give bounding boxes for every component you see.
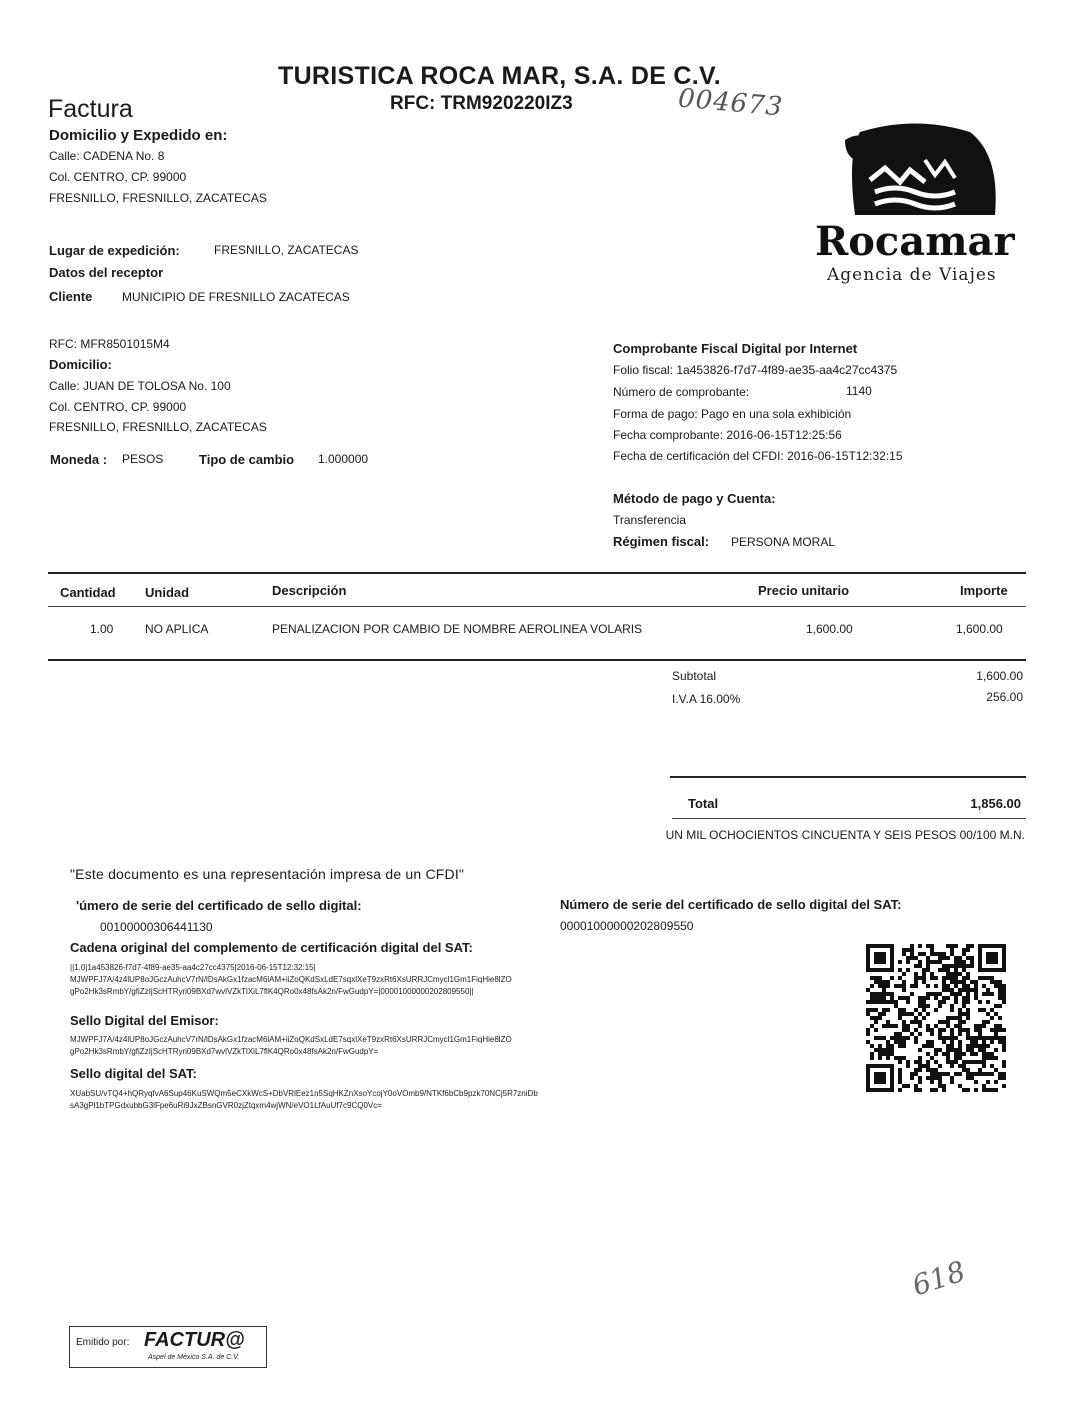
issuer-colonia: Col. CENTRO, CP. 99000 <box>49 170 187 184</box>
cfdi-notice: "Este documento es una representación impresa de un CFDI" <box>70 866 465 882</box>
stamp-sub: Aspel de México S.A. de C.V. <box>148 1354 240 1361</box>
subtotal-value: 1,600.00 <box>976 669 1023 683</box>
regimen-value: PERSONA MORAL <box>731 535 836 549</box>
receiver-street: Calle: JUAN DE TOLOSA No. 100 <box>49 379 231 393</box>
sello-emisor-line-2: gPo2Hk3sRmbY/gfiZzIjScHTRyri09BXd7wvlVZkTlXiL7flK4QRo0x48fsAk2n/FwGudpY= <box>70 1047 379 1056</box>
currency-label: Moneda : <box>50 452 108 467</box>
cfdi-heading: Comprobante Fiscal Digital por Internet <box>613 341 858 356</box>
subtotal-label: Subtotal <box>672 669 717 683</box>
col-unidad: Unidad <box>145 585 190 600</box>
cfdi-numero-label: Número de comprobante: <box>613 385 750 399</box>
company-name: TURISTICA ROCA MAR, S.A. DE C.V. <box>278 62 721 90</box>
receiver-colonia: Col. CENTRO, CP. 99000 <box>49 400 187 414</box>
total-rule <box>670 776 1026 778</box>
issuer-city: FRESNILLO, FRESNILLO, ZACATECAS <box>49 191 267 205</box>
issuer-heading: Domicilio y Expedido en: <box>49 127 228 144</box>
total-value: 1,856.00 <box>970 796 1021 811</box>
row-cantidad: 1.00 <box>90 622 114 636</box>
sello-sat-label: Sello digital del SAT: <box>70 1066 197 1081</box>
cert-value: 00100000306441130 <box>100 920 213 934</box>
total-label: Total <box>688 796 719 811</box>
exchange-rate-label: Tipo de cambio <box>199 452 295 467</box>
col-precio: Precio unitario <box>758 583 850 598</box>
cfdi-folio: Folio fiscal: 1a453826-f7d7-4f89-ae35-aa4c27cc4375 <box>613 363 898 377</box>
row-unidad: NO APLICA <box>145 622 209 636</box>
logo-name: Rocamar <box>815 218 1015 265</box>
regimen-label: Régimen fiscal: <box>613 534 710 549</box>
qr-code <box>866 944 1006 1092</box>
handwritten-folio: 004673 <box>676 83 785 123</box>
cfdi-forma-pago: Forma de pago: Pago en una sola exhibición <box>613 407 852 421</box>
currency-value: PESOS <box>122 452 164 466</box>
receiver-rfc: RFC: MFR8501015M4 <box>49 337 170 351</box>
col-importe: Importe <box>960 583 1008 598</box>
cfdi-fecha: Fecha comprobante: 2016-06-15T12:25:56 <box>613 428 842 442</box>
qr-code-icon <box>866 944 1006 1092</box>
issuer-street: Calle: CADENA No. 8 <box>49 149 165 163</box>
logo-tagline: Agencia de Viajes <box>827 265 997 285</box>
cfdi-fecha-cert: Fecha de certificación del CFDI: 2016-06-15T12:32:15 <box>613 449 903 463</box>
sello-sat-line-1: XUabSU/vTQ4+hQRyqfvA6Sup46KuSWQm5eCXkWcS+DbVRlEez1n5SqHKZnXsoYcojY0oVOmb9/NTKf6bCb9pzk70NCj5R7zniDb <box>70 1089 538 1098</box>
metodo-heading: Método de pago y Cuenta: <box>613 491 776 506</box>
sello-emisor-line-1: MJWPFJ7A/4z4lUP8oJGczAuhcV7rN/lDsAkGx1fzacM6lAM+iiZoQKdSxLdE7sqxlXeT9zxRt6XsURRJCmycl1Gm1FiqHie8lZO <box>70 1035 512 1044</box>
col-descripcion: Descripción <box>272 583 347 598</box>
row-descripcion: PENALIZACION POR CAMBIO DE NOMBRE AEROLINEA VOLARIS <box>272 622 643 636</box>
place-label: Lugar de expedición: <box>49 243 180 258</box>
emitted-by-stamp <box>69 1326 267 1368</box>
stamp-brand: FACTUR@ <box>144 1329 245 1351</box>
table-header-rule <box>48 606 1026 607</box>
total-bottom-rule <box>672 818 1026 819</box>
sat-cert-label: Número de serie del certificado de sello digital del SAT: <box>560 897 902 912</box>
table-bottom-rule <box>48 659 1026 661</box>
iva-label: I.V.A 16.00% <box>672 692 741 706</box>
place-value: FRESNILLO, ZACATECAS <box>214 243 359 257</box>
company-rfc: RFC: TRM920220IZ3 <box>390 93 573 114</box>
iva-value: 256.00 <box>986 690 1023 704</box>
cadena-line-1: ||1.0|1a453826-f7d7-4f89-ae35-aa4c27cc4375|2016-06-15T12:32:15| <box>70 963 316 972</box>
receiver-city: FRESNILLO, FRESNILLO, ZACATECAS <box>49 420 267 434</box>
metodo-value: Transferencia <box>613 513 686 527</box>
row-precio: 1,600.00 <box>806 622 853 636</box>
cadena-line-3: gPo2Hk3sRmbY/gfiZzIjScHTRyri09BXd7wvlVZkTlXiL7flK4QRo0x48fsAk2n/FwGudpY=|00001000000202809550|| <box>70 987 474 996</box>
cfdi-numero-value: 1140 <box>846 384 872 398</box>
receiver-heading: Datos del receptor <box>49 265 164 280</box>
sello-emisor-label: Sello Digital del Emisor: <box>70 1013 219 1028</box>
col-cantidad: Cantidad <box>60 585 116 600</box>
cadena-line-2: MJWPFJ7A/4z4lUP8oJGczAuhcV7rN/lDsAkGx1fzacM6lAM+iiZoQKdSxLdE7sqxlXeT9zxRt6XsURRJCmycl1Gm1FiqHie8lZO <box>70 975 512 984</box>
cadena-label: Cadena original del complemento de certificación digital del SAT: <box>70 940 473 955</box>
stamp-prefix: Emitido por: <box>76 1337 130 1348</box>
sat-cert-value: 00001000000202809550 <box>560 919 694 933</box>
client-value: MUNICIPIO DE FRESNILLO ZACATECAS <box>122 290 350 304</box>
receiver-domicilio-label: Domicilio: <box>49 357 112 372</box>
exchange-rate-value: 1.000000 <box>318 452 369 466</box>
document-type: Factura <box>48 95 133 123</box>
row-importe: 1,600.00 <box>956 622 1003 636</box>
rocamar-logo <box>815 120 1027 295</box>
cert-label: 'úmero de serie del certificado de sello digital: <box>76 898 362 913</box>
client-label: Cliente <box>49 289 93 304</box>
total-in-words: UN MIL OCHOCIENTOS CINCUENTA Y SEIS PESOS 00/100 M.N. <box>665 828 1025 842</box>
handwritten-page-number: 618 <box>908 1254 970 1303</box>
sello-sat-line-2: sA3gPl1bTPGdxubbG3lFpe6uRi9JxZBsnGVR0zjZtqxm4wjWN/eVO1LfAuUf7c9CQ0Vc= <box>70 1101 382 1110</box>
table-top-rule <box>48 572 1026 574</box>
